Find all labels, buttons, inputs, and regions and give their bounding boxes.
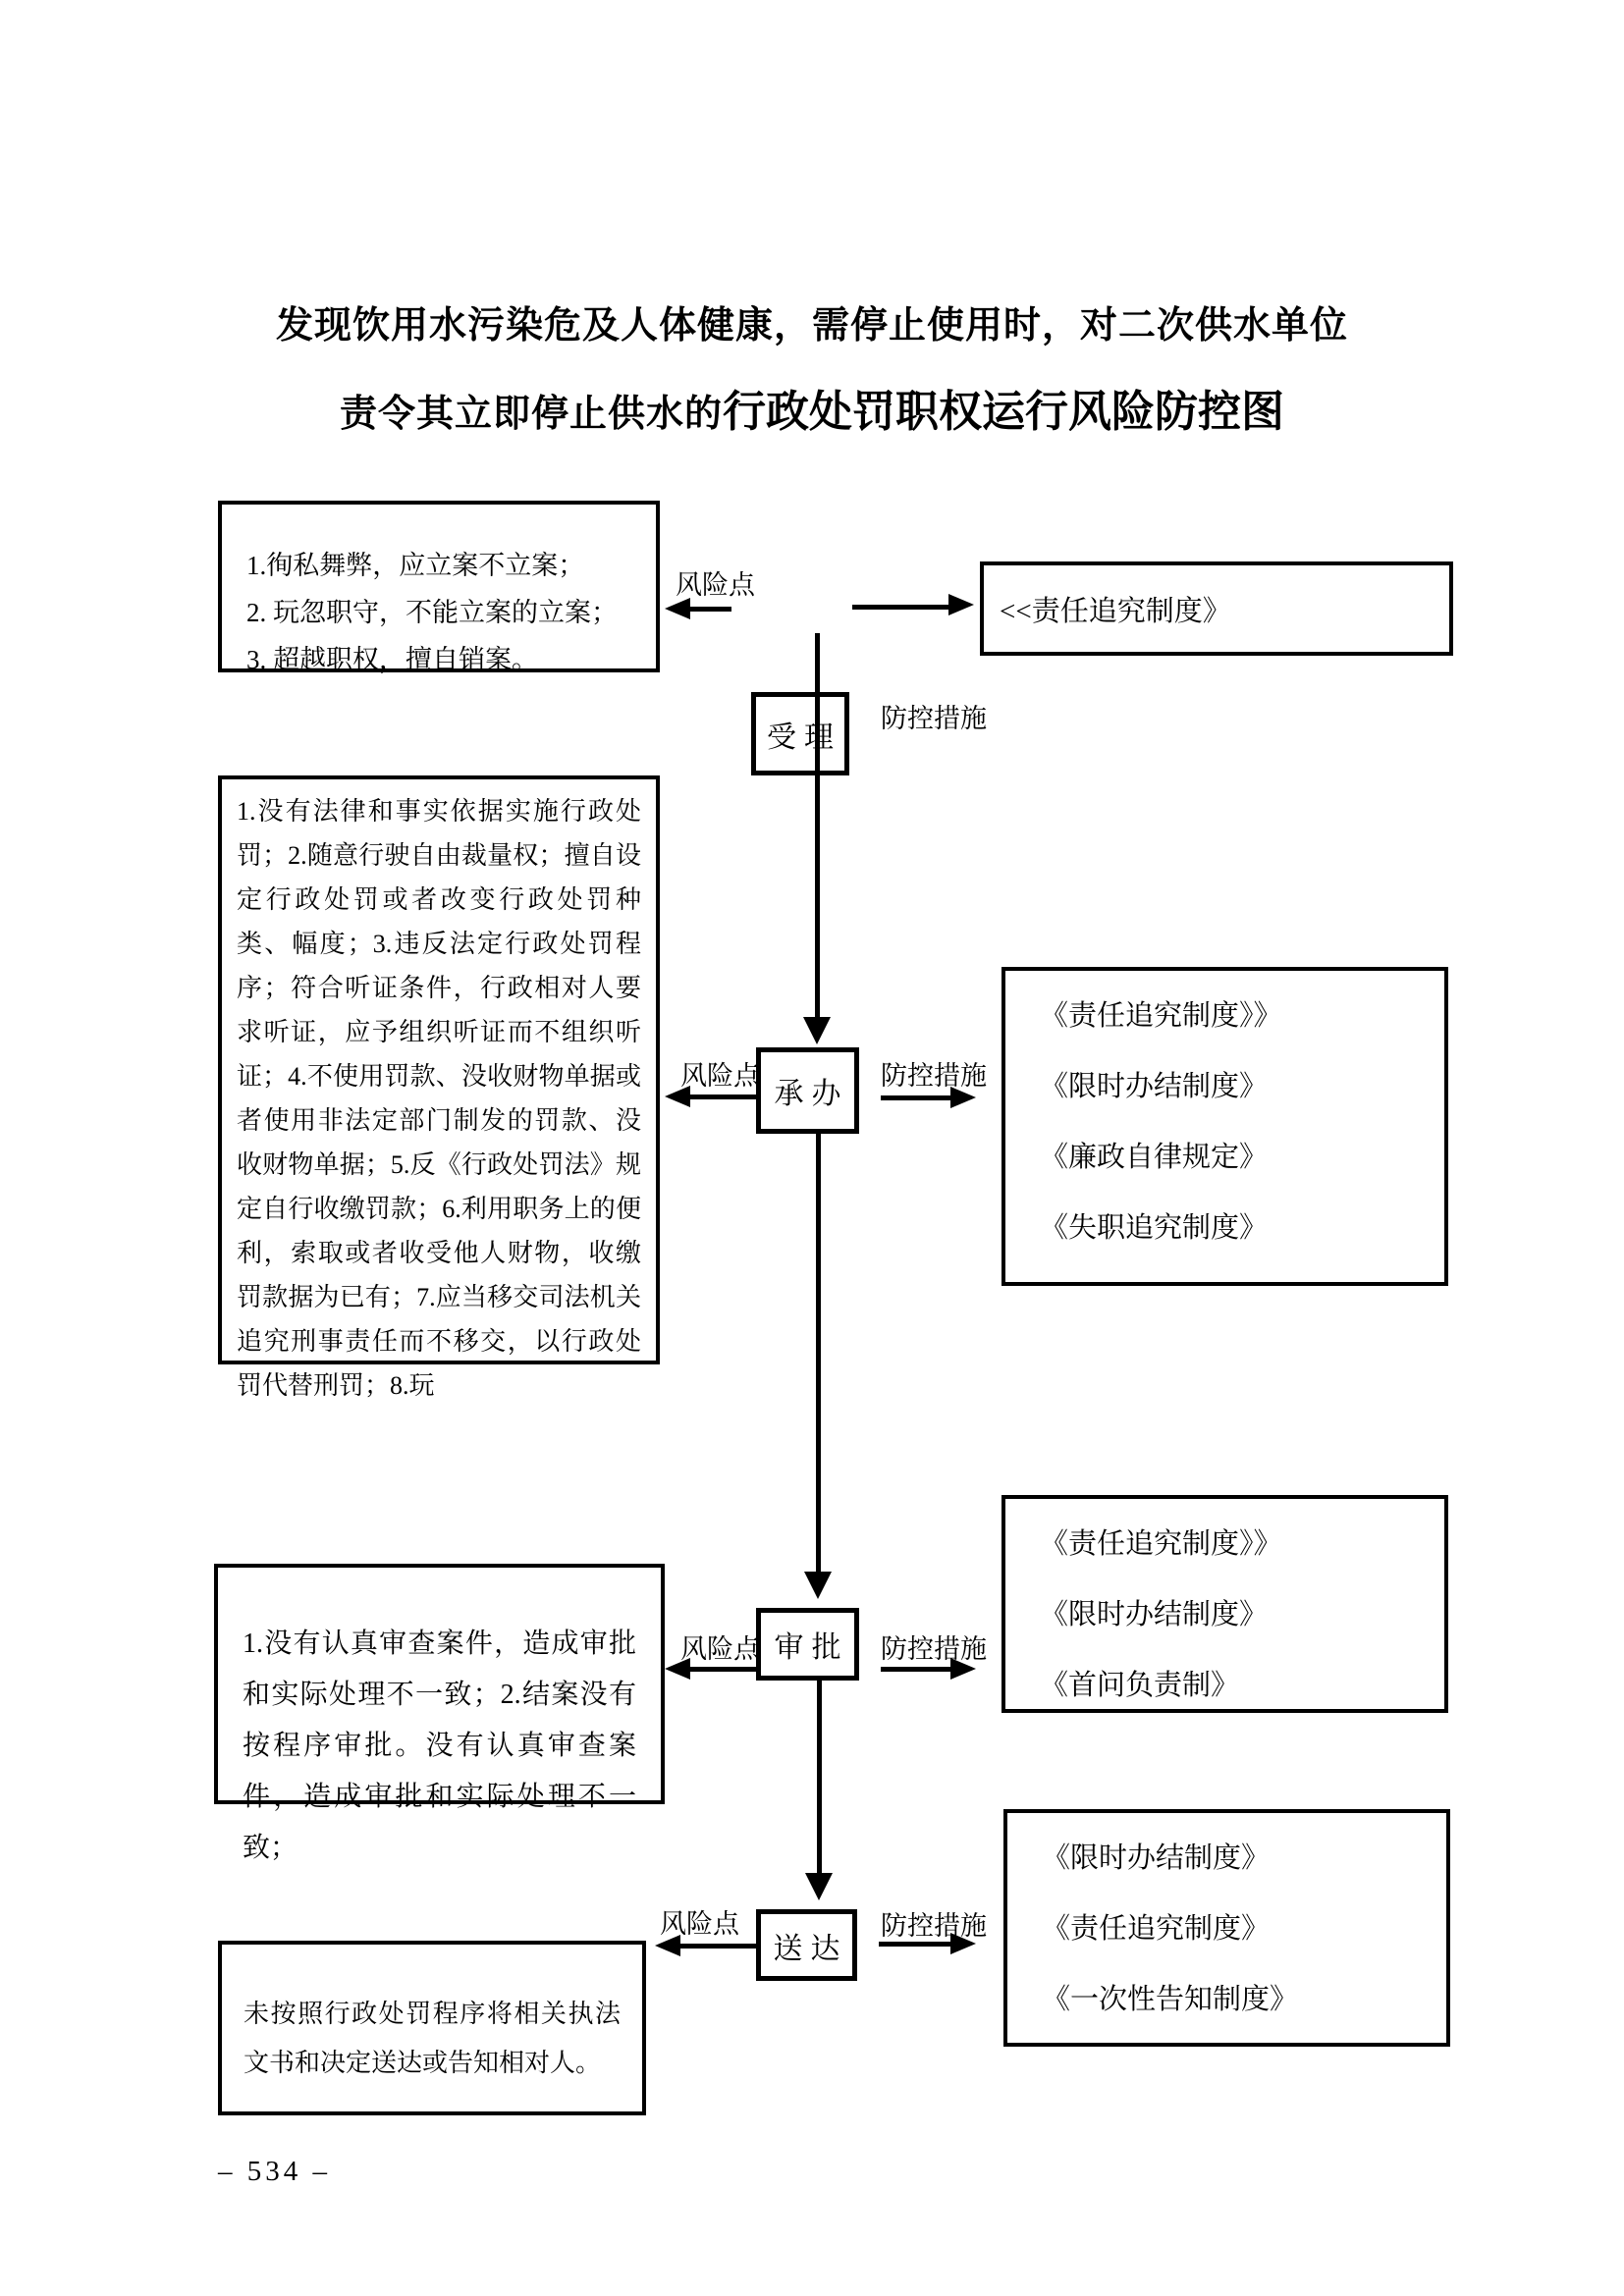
risk-box-3 xyxy=(214,1564,665,1863)
stage-box-approve xyxy=(756,1608,859,1681)
measure-box-4-line: 《限时办结制度》 xyxy=(1042,1842,1271,1874)
page-number: – 534 – xyxy=(218,2156,331,2187)
page-title-line2-normal: 责令其立即停止供水的 xyxy=(339,394,723,435)
arrow-shaft xyxy=(688,1095,759,1099)
risk-box-4 xyxy=(218,1941,646,2115)
arrow-down-icon xyxy=(804,1572,832,1599)
risk-point-label-3: 风险点 xyxy=(680,1634,760,1664)
stage-box-deliver xyxy=(756,1909,857,1981)
risk-point-label-2: 风险点 xyxy=(680,1061,760,1091)
measure-box-2-line: 《廉政自律规定》 xyxy=(1040,1142,1269,1173)
stage-label: 送达 xyxy=(773,1932,848,1965)
arrow-shaft xyxy=(881,1667,952,1672)
control-measure-label-2: 防控措施 xyxy=(881,1061,987,1091)
measure-box-2-line: 《责任追究制度》》 xyxy=(1040,1000,1282,1032)
page-title-line2-bold: 行政处罚职权运行风险防控图 xyxy=(723,388,1284,436)
measure-box-3-line: 《责任追究制度》》 xyxy=(1040,1528,1282,1560)
risk-box-1-line: 2. 玩忽职守，不能立案的立案； xyxy=(246,598,618,627)
stage-box-accept xyxy=(751,692,849,775)
arrow-left-icon xyxy=(665,1086,690,1107)
stage-label: 受理 xyxy=(767,721,841,754)
risk-box-4-text: 未按照行政处罚程序将相关执法文书和决定送达或告知相对人。 xyxy=(244,2000,621,2077)
measure-box-4 xyxy=(1003,1809,1450,2047)
arrow-left-icon xyxy=(655,1935,680,1956)
measure-box-4-line: 《责任追究制度》 xyxy=(1042,1913,1271,1945)
risk-box-1-line: 1.徇私舞弊，应立案不立案； xyxy=(246,551,585,580)
measure-box-1-line: <<责任追究制度》 xyxy=(1000,595,1231,627)
flow-line xyxy=(816,1134,821,1575)
arrow-down-icon xyxy=(803,1017,831,1044)
arrow-left-icon xyxy=(665,598,690,619)
arrow-shaft xyxy=(852,605,950,610)
arrow-shaft xyxy=(688,1667,759,1672)
risk-box-1-line: 3. 超越职权，擅自销案。 xyxy=(246,645,538,674)
stage-box-handle xyxy=(756,1047,859,1134)
risk-box-1 xyxy=(218,501,660,672)
arrow-down-icon xyxy=(805,1873,833,1900)
arrow-shaft xyxy=(688,607,731,612)
page-title-line2 xyxy=(0,376,1624,439)
arrow-right-icon xyxy=(950,1087,976,1108)
risk-box-2-text: 1.没有法律和事实依据实施行政处罚；2.随意行驶自由裁量权；擅自设定行政处罚或者改变行政处罚种类、幅度；3.违反法定行政处罚程序；符合听证条件，行政相对人要求听证，应予组织听证而不组织听证；4.不使用罚款、没收财物单据或者使用非法定部门制发的罚款、没收财物单据；5.反《行政处罚法》规定自行收缴罚款；6.利用职务上的便利，索取或者收受他人财物，收缴罚款据为已有；7.应当移交司法机关追究刑事责任而不移交，以行政处罚代替刑罚；8.玩 xyxy=(237,797,641,1400)
measure-box-3-line: 《限时办结制度》 xyxy=(1040,1599,1269,1630)
stage-label: 承办 xyxy=(774,1078,849,1110)
arrow-shaft xyxy=(678,1944,757,1949)
risk-point-label-1: 风险点 xyxy=(676,570,755,600)
measure-box-2 xyxy=(1001,967,1448,1286)
measure-box-1 xyxy=(980,561,1453,656)
arrow-shaft xyxy=(881,1095,952,1100)
stage-label: 审批 xyxy=(774,1631,849,1664)
arrow-left-icon xyxy=(665,1658,690,1680)
measure-box-2-line: 《失职追究制度》 xyxy=(1040,1212,1269,1244)
arrow-right-icon xyxy=(950,1658,976,1680)
measure-box-3-line: 《首问负责制》 xyxy=(1040,1670,1240,1701)
risk-box-2 xyxy=(218,775,660,1400)
control-measure-label-3: 防控措施 xyxy=(881,1634,987,1664)
control-measure-label-4: 防控措施 xyxy=(881,1911,987,1941)
measure-box-2-line: 《限时办结制度》 xyxy=(1040,1071,1269,1102)
arrow-right-icon xyxy=(950,1933,976,1954)
control-measure-label-1: 防控措施 xyxy=(881,704,987,733)
risk-point-label-4: 风险点 xyxy=(660,1909,739,1939)
measure-box-3 xyxy=(1001,1495,1448,1713)
arrow-shaft xyxy=(879,1942,952,1947)
risk-box-3-text: 1.没有认真审查案件，造成审批和实际处理不一致；2.结案没有按程序审批。没有认真审查案件，造成审批和实际处理不一致； xyxy=(243,1629,636,1863)
flow-line xyxy=(817,1681,822,1877)
measure-box-4-line: 《一次性告知制度》 xyxy=(1042,1984,1299,2015)
arrow-right-icon xyxy=(948,594,974,615)
page-title-line1: 发现饮用水污染危及人体健康，需停止使用时，对二次供水单位 xyxy=(275,305,1348,347)
